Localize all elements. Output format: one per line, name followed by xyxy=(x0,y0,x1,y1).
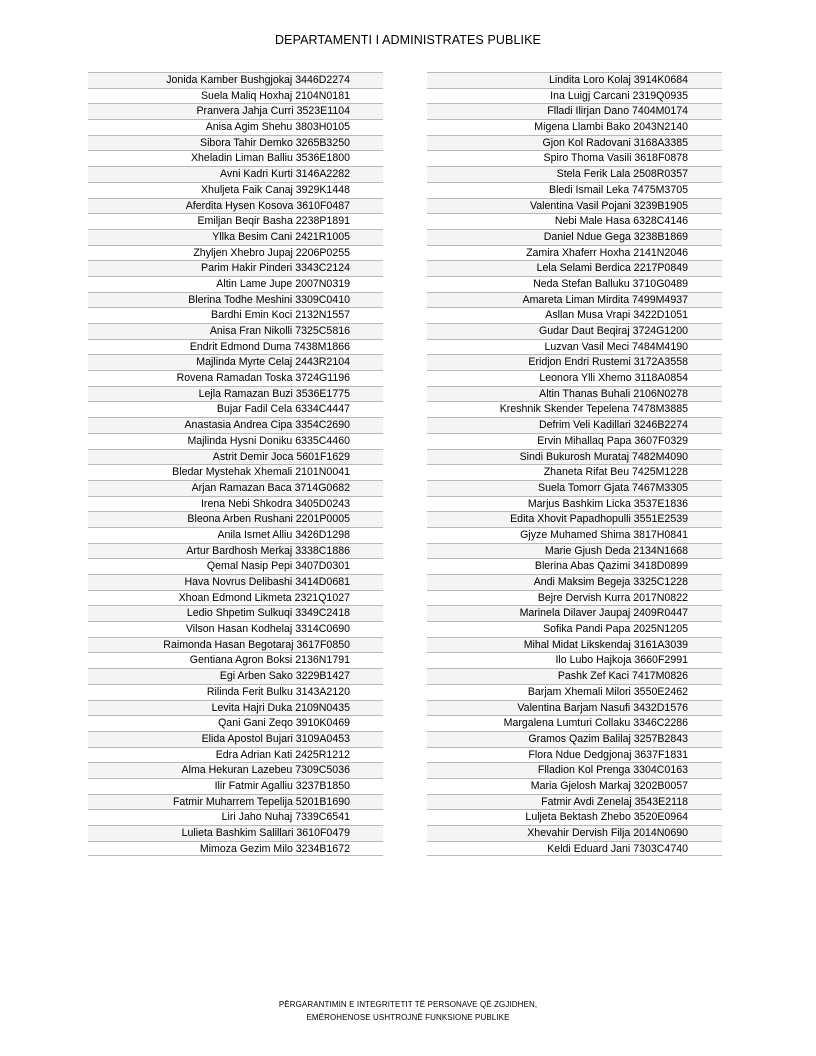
list-item: Defrim Veli Kadillari 3246B2274 xyxy=(427,417,722,433)
list-item: Sindi Bukurosh Murataj 7482M4090 xyxy=(427,449,722,465)
list-item: Xhuljeta Faik Canaj 3929K1448 xyxy=(88,182,383,198)
list-item: Xhoan Edmond Likmeta 2321Q1027 xyxy=(88,590,383,606)
list-item: Levita Hajri Duka 2109N0435 xyxy=(88,700,383,716)
list-item: Amareta Liman Mirdita 7499M4937 xyxy=(427,292,722,308)
list-item: Leonora Ylli Xhemo 3118A0854 xyxy=(427,370,722,386)
list-item: Vilson Hasan Kodhelaj 3314C0690 xyxy=(88,621,383,637)
list-item: Spiro Thoma Vasili 3618F0878 xyxy=(427,150,722,166)
list-item: Ledio Shpetim Sulkuqi 3349C2418 xyxy=(88,605,383,621)
list-item: Marjus Bashkim Licka 3537E1836 xyxy=(427,496,722,512)
list-item: Yllka Besim Cani 2421R1005 xyxy=(88,229,383,245)
list-item: Artur Bardhosh Merkaj 3338C1886 xyxy=(88,543,383,559)
list-item: Zhaneta Rifat Beu 7425M1228 xyxy=(427,464,722,480)
list-item: Bledar Mystehak Xhemali 2101N0041 xyxy=(88,464,383,480)
list-item: Bardhi Emin Koci 2132N1557 xyxy=(88,307,383,323)
list-item: Xheladin Liman Balliu 3536E1800 xyxy=(88,150,383,166)
page-title: DEPARTAMENTI I ADMINISTRATES PUBLIKE xyxy=(275,33,541,47)
list-item: Edra Adrian Kati 2425R1212 xyxy=(88,747,383,763)
list-item: Marinela Dilaver Jaupaj 2409R0447 xyxy=(427,605,722,621)
list-item: Zamira Xhaferr Hoxha 2141N2046 xyxy=(427,245,722,261)
list-item: Barjam Xhemali Milori 3550E2462 xyxy=(427,684,722,700)
left-name-list xyxy=(88,72,383,856)
list-item: Gjyze Muhamed Shima 3817H0841 xyxy=(427,527,722,543)
list-item: Kreshnik Skender Tepelena 7478M3885 xyxy=(427,401,722,417)
list-item: Rilinda Ferit Bulku 3143A2120 xyxy=(88,684,383,700)
list-item: Pashk Zef Kaci 7417M0826 xyxy=(427,668,722,684)
list-item: Edita Xhovit Papadhopulli 3551E2539 xyxy=(427,511,722,527)
list-item: Bleona Arben Rushani 2201P0005 xyxy=(88,511,383,527)
list-item: Fatmir Avdi Zenelaj 3543E2118 xyxy=(427,794,722,810)
list-item: Gjon Kol Radovani 3168A3385 xyxy=(427,135,722,151)
list-item: Nebi Male Hasa 6328C4146 xyxy=(427,213,722,229)
list-item: Mimoza Gezim Milo 3234B1672 xyxy=(88,841,383,857)
list-item: Ervin Mihallaq Papa 3607F0329 xyxy=(427,433,722,449)
list-item: Sibora Tahir Demko 3265B3250 xyxy=(88,135,383,151)
list-item: Lejla Ramazan Buzi 3536E1775 xyxy=(88,386,383,402)
list-item: Anila Ismet Alliu 3426D1298 xyxy=(88,527,383,543)
list-item: Lela Selami Berdica 2217P0849 xyxy=(427,260,722,276)
list-item: Zhyljen Xhebro Jupaj 2206P0255 xyxy=(88,245,383,261)
list-item: Qemal Nasip Pepi 3407D0301 xyxy=(88,558,383,574)
list-item: Ina Luigj Carcani 2319Q0935 xyxy=(427,88,722,104)
list-item: Gudar Daut Beqiraj 3724G1200 xyxy=(427,323,722,339)
list-item: Majlinda Hysni Doniku 6335C4460 xyxy=(88,433,383,449)
list-item: Valentina Barjam Nasufi 3432D1576 xyxy=(427,700,722,716)
list-item: Ilo Lubo Hajkoja 3660F2991 xyxy=(427,652,722,668)
list-item: Altin Lame Jupe 2007N0319 xyxy=(88,276,383,292)
list-item: Alma Hekuran Lazebeu 7309C5036 xyxy=(88,762,383,778)
list-item: Qani Gani Zeqo 3910K0469 xyxy=(88,715,383,731)
list-item: Stela Ferik Lala 2508R0357 xyxy=(427,166,722,182)
list-item: Migena Llambi Bako 2043N2140 xyxy=(427,119,722,135)
list-item: Lulieta Bashkim Salillari 3610F0479 xyxy=(88,825,383,841)
list-item: Pranvera Jahja Curri 3523E1104 xyxy=(88,103,383,119)
list-item: Jonida Kamber Bushgjokaj 3446D2274 xyxy=(88,72,383,88)
list-item: Neda Stefan Balluku 3710G0489 xyxy=(427,276,722,292)
list-item: Daniel Ndue Gega 3238B1869 xyxy=(427,229,722,245)
list-item: Astrit Demir Joca 5601F1629 xyxy=(88,449,383,465)
list-item: Anisa Fran Nikolli 7325C5816 xyxy=(88,323,383,339)
list-item: Xhevahir Dervish Filja 2014N0690 xyxy=(427,825,722,841)
list-item: Egi Arben Sako 3229B1427 xyxy=(88,668,383,684)
list-item: Luzvan Vasil Meci 7484M4190 xyxy=(427,339,722,355)
footer-line-2: EMËROHENOSE USHTROJNË FUNKSIONE PUBLIKE xyxy=(306,1013,510,1022)
list-item: Anisa Agim Shehu 3803H0105 xyxy=(88,119,383,135)
list-item: Flora Ndue Dedgjonaj 3637F1831 xyxy=(427,747,722,763)
list-item: Bledi Ismail Leka 7475M3705 xyxy=(427,182,722,198)
list-item: Andi Maksim Begeja 3325C1228 xyxy=(427,574,722,590)
list-item: Arjan Ramazan Baca 3714G0682 xyxy=(88,480,383,496)
list-item: Bejre Dervish Kurra 2017N0822 xyxy=(427,590,722,606)
list-item: Gramos Qazim Balilaj 3257B2843 xyxy=(427,731,722,747)
list-item: Irena Nebi Shkodra 3405D0243 xyxy=(88,496,383,512)
list-item: Raimonda Hasan Begotaraj 3617F0850 xyxy=(88,637,383,653)
list-item: Asllan Musa Vrapi 3422D1051 xyxy=(427,307,722,323)
list-item: Elida Apostol Bujari 3109A0453 xyxy=(88,731,383,747)
list-item: Lindita Loro Kolaj 3914K0684 xyxy=(427,72,722,88)
list-item: Sofika Pandi Papa 2025N1205 xyxy=(427,621,722,637)
list-item: Liri Jaho Nuhaj 7339C6541 xyxy=(88,809,383,825)
list-item: Maria Gjelosh Markaj 3202B0057 xyxy=(427,778,722,794)
list-item: Margalena Lumturi Collaku 3346C2286 xyxy=(427,715,722,731)
list-item: Emiljan Beqir Basha 2238P1891 xyxy=(88,213,383,229)
list-item: Majlinda Myrte Celaj 2443R2104 xyxy=(88,354,383,370)
list-item: Gentiana Agron Boksi 2136N1791 xyxy=(88,652,383,668)
list-item: Mihal Midat Likskendaj 3161A3039 xyxy=(427,637,722,653)
list-item: Altin Thanas Buhali 2106N0278 xyxy=(427,386,722,402)
list-item: Valentina Vasil Pojani 3239B1905 xyxy=(427,198,722,214)
list-item: Avni Kadri Kurti 3146A2282 xyxy=(88,166,383,182)
list-item: Bujar Fadil Cela 6334C4447 xyxy=(88,401,383,417)
list-item: Hava Novrus Delibashi 3414D0681 xyxy=(88,574,383,590)
footer-text xyxy=(0,998,816,1024)
list-item: Flladion Kol Prenga 3304C0163 xyxy=(427,762,722,778)
list-item: Marie Gjush Deda 2134N1668 xyxy=(427,543,722,559)
list-item: Blerina Todhe Meshini 3309C0410 xyxy=(88,292,383,308)
list-item: Suela Tomorr Gjata 7467M3305 xyxy=(427,480,722,496)
list-item: Aferdita Hysen Kosova 3610F0487 xyxy=(88,198,383,214)
footer-line-1: PËRGARANTIMIN E INTEGRITETIT TË PERSONAVE QË ZGJIDHEN, xyxy=(278,1000,538,1009)
list-item: Endrit Edmond Duma 7438M1866 xyxy=(88,339,383,355)
list-item: Eridjon Endri Rustemi 3172A3558 xyxy=(427,354,722,370)
list-item: Fatmir Muharrem Tepelija 5201B1690 xyxy=(88,794,383,810)
list-item: Anastasia Andrea Cipa 3354C2690 xyxy=(88,417,383,433)
list-item: Keldi Eduard Jani 7303C4740 xyxy=(427,841,722,857)
list-item: Flladi Ilirjan Dano 7404M0174 xyxy=(427,103,722,119)
list-item: Suela Maliq Hoxhaj 2104N0181 xyxy=(88,88,383,104)
list-item: Parim Hakir Pinderi 3343C2124 xyxy=(88,260,383,276)
list-item: Ilir Fatmir Agalliu 3237B1850 xyxy=(88,778,383,794)
list-item: Blerina Abas Qazimi 3418D0899 xyxy=(427,558,722,574)
list-item: Luljeta Bektash Zhebo 3520E0964 xyxy=(427,809,722,825)
list-item: Rovena Ramadan Toska 3724G1196 xyxy=(88,370,383,386)
right-name-list xyxy=(427,72,722,856)
